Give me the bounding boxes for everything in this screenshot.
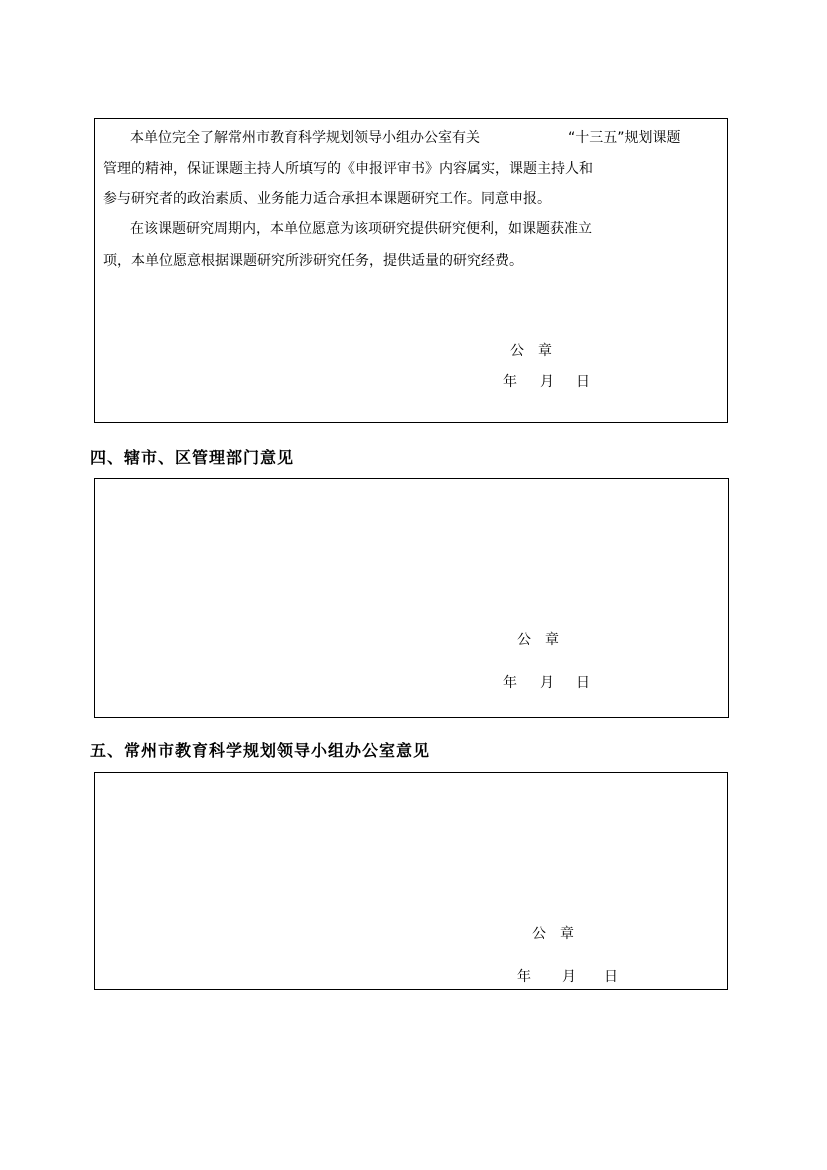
unit-opinion-line-4: 在该课题研究周期内，本单位愿意为该项研究提供研究便利，如课题获准立: [130, 221, 592, 237]
city-office-opinion-heading: 五、常州市教育科学规划领导小组办公室意见: [90, 741, 431, 760]
unit-opinion-line-1b: “十三五”规划课题: [568, 130, 681, 146]
city-office-date-year: 年: [517, 969, 531, 985]
city-office-seal-label: 公 章: [532, 926, 574, 942]
unit-date-year: 年: [503, 374, 517, 390]
district-date-month: 月: [540, 675, 554, 691]
district-opinion-heading: 四、辖市、区管理部门意见: [90, 448, 295, 467]
district-date-year: 年: [503, 675, 517, 691]
district-date-day: 日: [576, 675, 590, 691]
unit-seal-label: 公 章: [510, 343, 552, 359]
unit-opinion-line-3: 参与研究者的政治素质、业务能力适合承担本课题研究工作。同意申报。: [103, 191, 551, 207]
unit-opinion-line-5: 项，本单位愿意根据课题研究所涉研究任务，提供适量的研究经费。: [103, 253, 523, 269]
district-opinion-box: [94, 478, 729, 718]
city-office-date-day: 日: [604, 969, 618, 985]
unit-date-month: 月: [540, 374, 554, 390]
city-office-date-month: 月: [562, 969, 576, 985]
unit-date-day: 日: [576, 374, 590, 390]
unit-opinion-line-1: 本单位完全了解常州市教育科学规划领导小组办公室有关: [130, 130, 480, 146]
city-office-opinion-box: [94, 772, 728, 990]
unit-opinion-line-2: 管理的精神，保证课题主持人所填写的《申报评审书》内容属实，课题主持人和: [103, 161, 593, 177]
district-seal-label: 公 章: [517, 632, 559, 648]
